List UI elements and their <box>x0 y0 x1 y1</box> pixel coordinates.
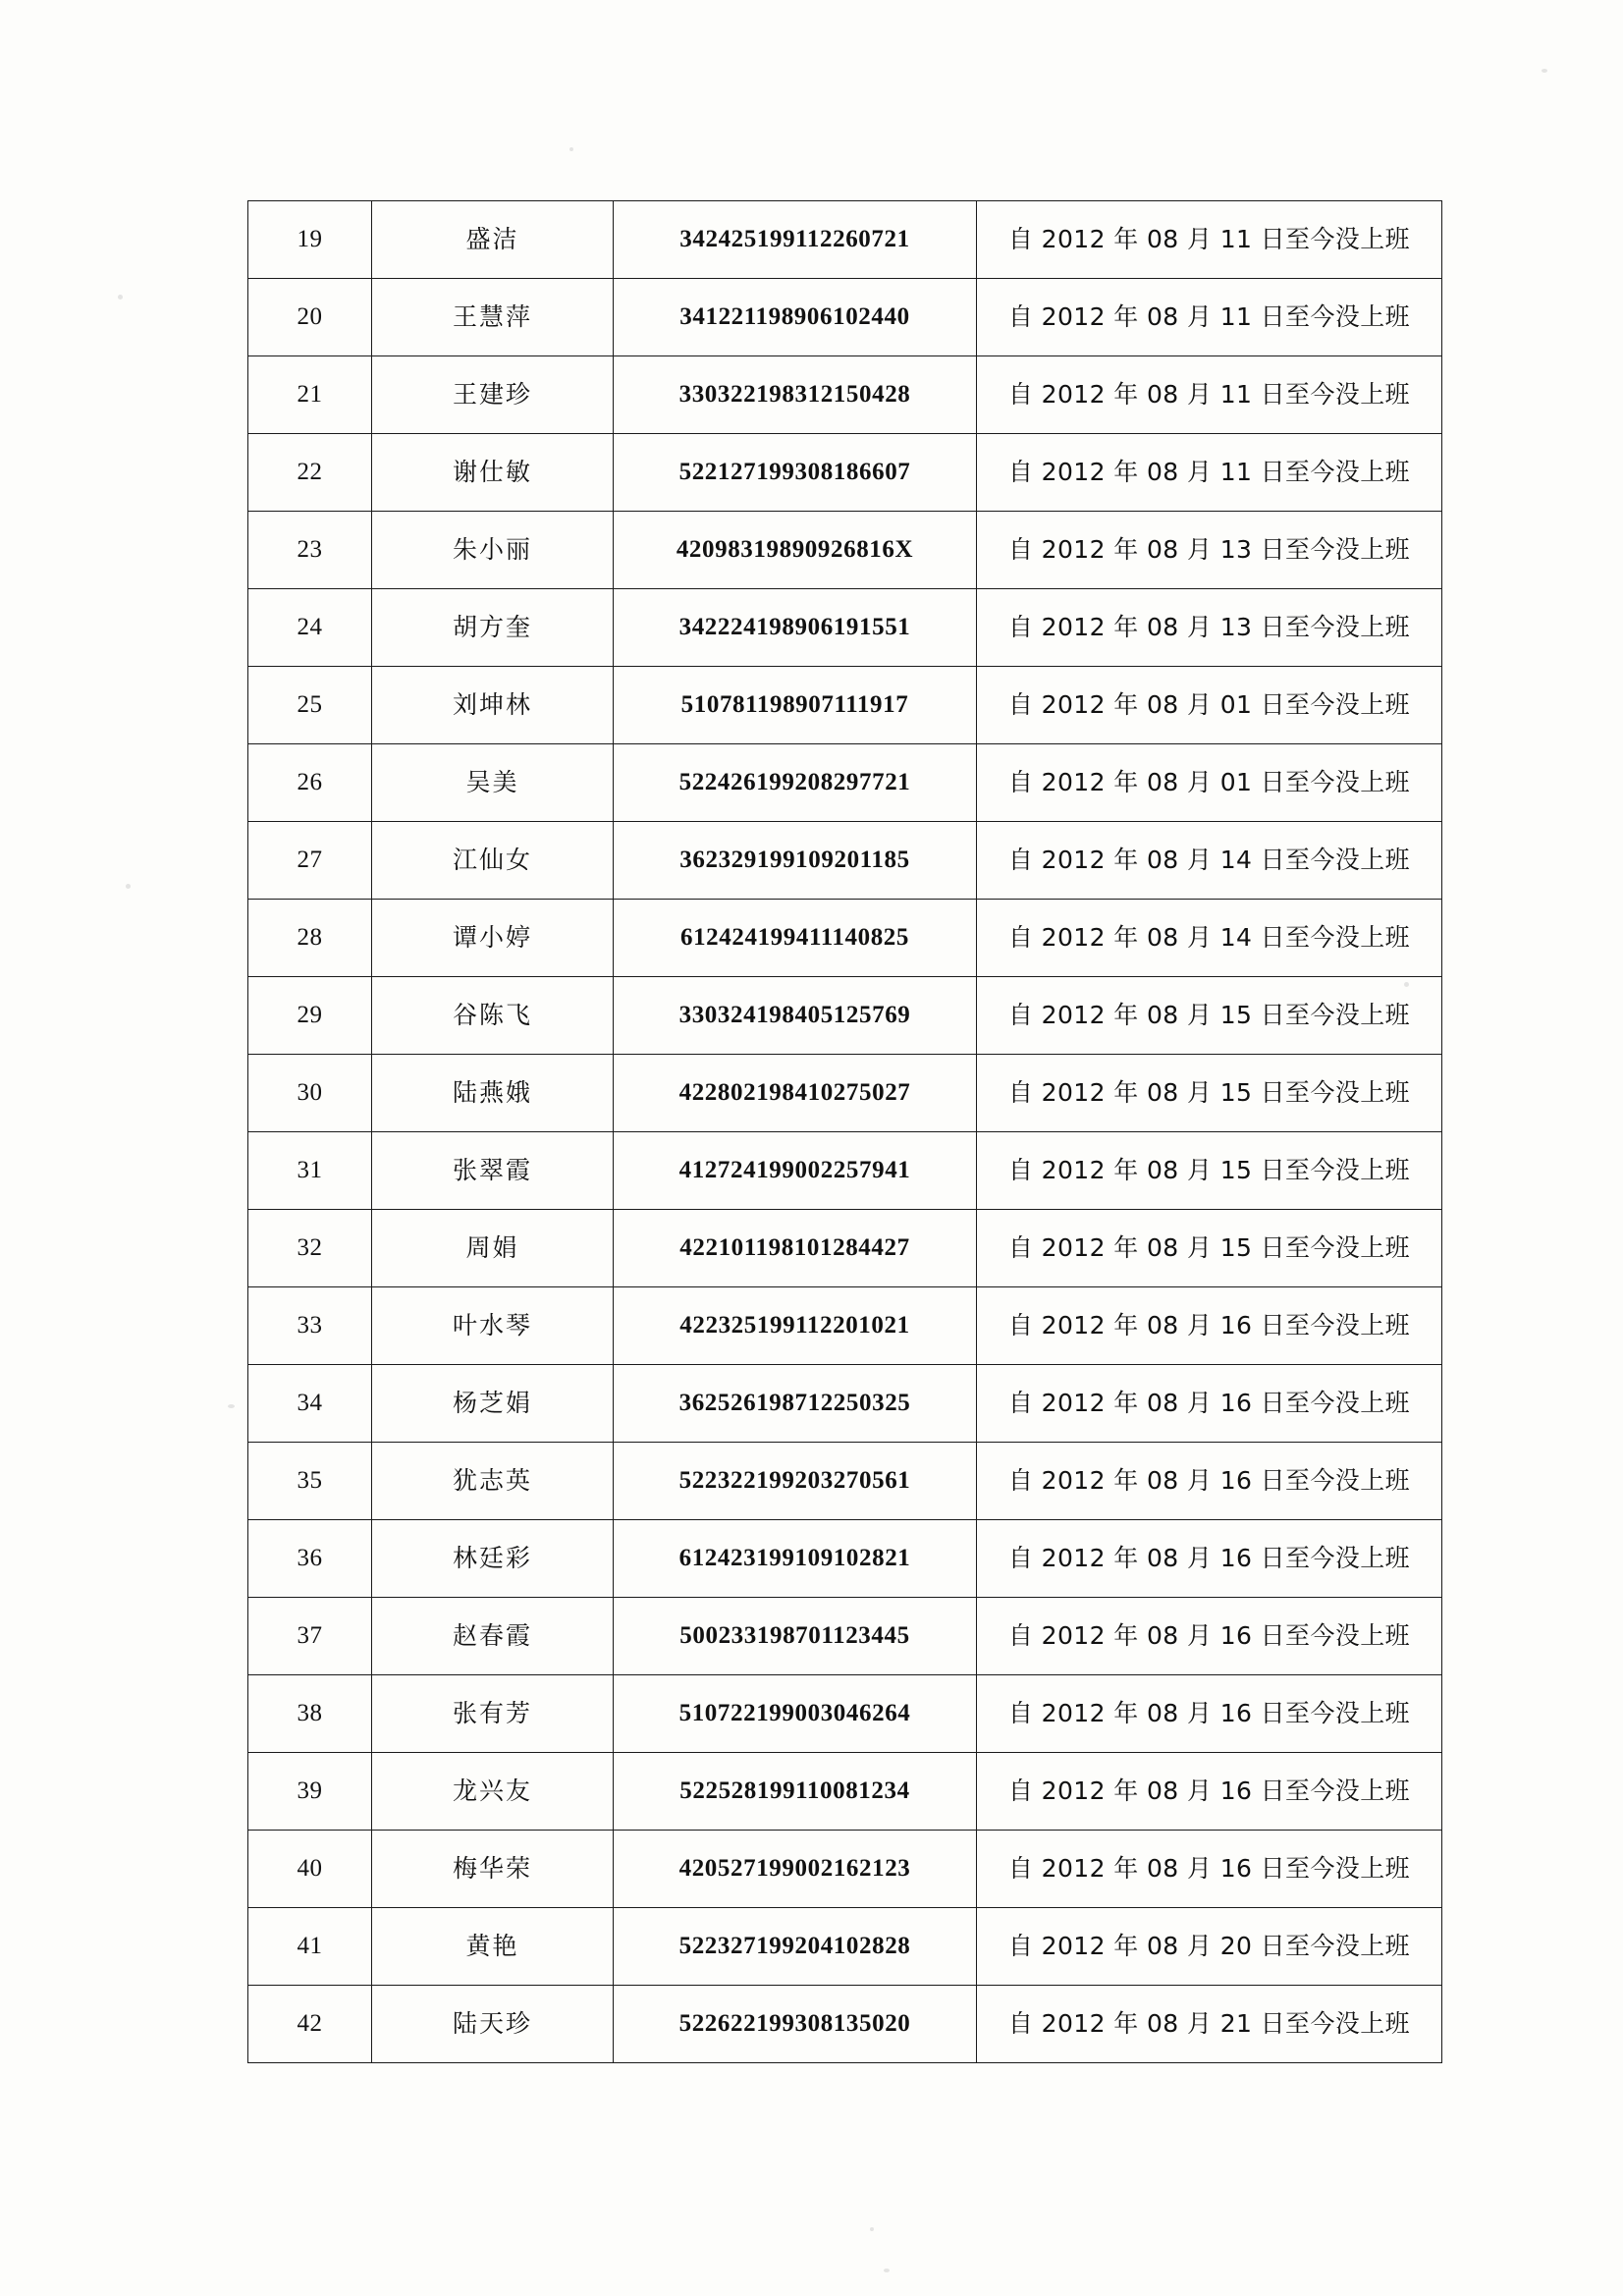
row-name: 王慧萍 <box>372 279 614 356</box>
row-id-number: 42098319890926816X <box>614 512 977 589</box>
row-index: 35 <box>248 1443 372 1520</box>
row-id-number: 422101198101284427 <box>614 1210 977 1287</box>
table-row <box>248 1210 1442 1287</box>
row-index: 38 <box>248 1675 372 1753</box>
table-row <box>248 667 1442 744</box>
row-name: 谢仕敏 <box>372 434 614 512</box>
row-note: 自 2012 年 08 月 11 日至今没上班 <box>977 279 1442 356</box>
roster-table <box>247 200 1442 2063</box>
row-id-number: 522528199110081234 <box>614 1753 977 1831</box>
row-id-number: 612423199109102821 <box>614 1520 977 1598</box>
row-name: 黄艳 <box>372 1908 614 1986</box>
row-index: 30 <box>248 1055 372 1132</box>
row-name: 林廷彩 <box>372 1520 614 1598</box>
row-note: 自 2012 年 08 月 13 日至今没上班 <box>977 512 1442 589</box>
table-row <box>248 822 1442 900</box>
table-row <box>248 1986 1442 2063</box>
row-index: 34 <box>248 1365 372 1443</box>
row-id-number: 522622199308135020 <box>614 1986 977 2063</box>
table-row <box>248 1365 1442 1443</box>
row-id-number: 422802198410275027 <box>614 1055 977 1132</box>
row-index: 19 <box>248 201 372 279</box>
table-row <box>248 1908 1442 1986</box>
row-id-number: 422325199112201021 <box>614 1287 977 1365</box>
row-id-number: 510722199003046264 <box>614 1675 977 1753</box>
row-index: 25 <box>248 667 372 744</box>
row-id-number: 510781198907111917 <box>614 667 977 744</box>
row-note: 自 2012 年 08 月 16 日至今没上班 <box>977 1443 1442 1520</box>
row-id-number: 612424199411140825 <box>614 900 977 977</box>
table-row <box>248 1132 1442 1210</box>
row-name: 胡方奎 <box>372 589 614 667</box>
table-row <box>248 744 1442 822</box>
row-index: 26 <box>248 744 372 822</box>
row-index: 42 <box>248 1986 372 2063</box>
row-name: 盛洁 <box>372 201 614 279</box>
row-name: 谷陈飞 <box>372 977 614 1055</box>
row-id-number: 362526198712250325 <box>614 1365 977 1443</box>
scan-speck <box>569 147 573 151</box>
row-index: 24 <box>248 589 372 667</box>
row-name: 梅华荣 <box>372 1831 614 1908</box>
table-row <box>248 1675 1442 1753</box>
row-id-number: 420527199002162123 <box>614 1831 977 1908</box>
row-id-number: 330324198405125769 <box>614 977 977 1055</box>
row-index: 40 <box>248 1831 372 1908</box>
row-index: 36 <box>248 1520 372 1598</box>
row-note: 自 2012 年 08 月 14 日至今没上班 <box>977 822 1442 900</box>
scan-speck <box>126 884 131 889</box>
row-note: 自 2012 年 08 月 15 日至今没上班 <box>977 1055 1442 1132</box>
row-id-number: 341221198906102440 <box>614 279 977 356</box>
table-row <box>248 201 1442 279</box>
scan-speck <box>870 2227 874 2231</box>
row-id-number: 522322199203270561 <box>614 1443 977 1520</box>
row-note: 自 2012 年 08 月 11 日至今没上班 <box>977 356 1442 434</box>
row-note: 自 2012 年 08 月 16 日至今没上班 <box>977 1365 1442 1443</box>
row-index: 32 <box>248 1210 372 1287</box>
row-name: 刘坤林 <box>372 667 614 744</box>
row-name: 王建珍 <box>372 356 614 434</box>
table-row <box>248 1287 1442 1365</box>
table-row <box>248 977 1442 1055</box>
row-id-number: 330322198312150428 <box>614 356 977 434</box>
table-row <box>248 589 1442 667</box>
row-index: 33 <box>248 1287 372 1365</box>
table-row <box>248 1598 1442 1675</box>
row-index: 27 <box>248 822 372 900</box>
row-note: 自 2012 年 08 月 16 日至今没上班 <box>977 1520 1442 1598</box>
table-row <box>248 1753 1442 1831</box>
row-id-number: 522327199204102828 <box>614 1908 977 1986</box>
row-note: 自 2012 年 08 月 16 日至今没上班 <box>977 1675 1442 1753</box>
row-note: 自 2012 年 08 月 01 日至今没上班 <box>977 667 1442 744</box>
row-note: 自 2012 年 08 月 15 日至今没上班 <box>977 1210 1442 1287</box>
row-id-number: 362329199109201185 <box>614 822 977 900</box>
row-note: 自 2012 年 08 月 21 日至今没上班 <box>977 1986 1442 2063</box>
row-name: 朱小丽 <box>372 512 614 589</box>
row-index: 29 <box>248 977 372 1055</box>
row-name: 犹志英 <box>372 1443 614 1520</box>
row-index: 28 <box>248 900 372 977</box>
row-index: 20 <box>248 279 372 356</box>
row-note: 自 2012 年 08 月 16 日至今没上班 <box>977 1831 1442 1908</box>
row-name: 张有芳 <box>372 1675 614 1753</box>
table-row <box>248 1055 1442 1132</box>
table-row <box>248 434 1442 512</box>
row-id-number: 522127199308186607 <box>614 434 977 512</box>
row-name: 陆天珍 <box>372 1986 614 2063</box>
row-index: 37 <box>248 1598 372 1675</box>
row-note: 自 2012 年 08 月 15 日至今没上班 <box>977 977 1442 1055</box>
row-index: 21 <box>248 356 372 434</box>
table-row <box>248 1831 1442 1908</box>
row-id-number: 342425199112260721 <box>614 201 977 279</box>
scan-speck <box>228 1404 235 1408</box>
table-row <box>248 356 1442 434</box>
table-row <box>248 1443 1442 1520</box>
row-name: 叶水琴 <box>372 1287 614 1365</box>
row-note: 自 2012 年 08 月 13 日至今没上班 <box>977 589 1442 667</box>
table-row <box>248 512 1442 589</box>
table-row <box>248 1520 1442 1598</box>
row-name: 杨芝娟 <box>372 1365 614 1443</box>
roster-table-body <box>248 201 1442 2063</box>
row-name: 赵春霞 <box>372 1598 614 1675</box>
row-note: 自 2012 年 08 月 16 日至今没上班 <box>977 1598 1442 1675</box>
row-index: 41 <box>248 1908 372 1986</box>
scan-speck <box>118 295 123 300</box>
row-name: 江仙女 <box>372 822 614 900</box>
row-note: 自 2012 年 08 月 15 日至今没上班 <box>977 1132 1442 1210</box>
row-id-number: 500233198701123445 <box>614 1598 977 1675</box>
scan-speck <box>884 2269 890 2272</box>
row-note: 自 2012 年 08 月 11 日至今没上班 <box>977 434 1442 512</box>
row-note: 自 2012 年 08 月 11 日至今没上班 <box>977 201 1442 279</box>
row-note: 自 2012 年 08 月 14 日至今没上班 <box>977 900 1442 977</box>
row-index: 39 <box>248 1753 372 1831</box>
row-name: 谭小婷 <box>372 900 614 977</box>
row-note: 自 2012 年 08 月 20 日至今没上班 <box>977 1908 1442 1986</box>
scan-speck <box>1542 69 1547 73</box>
row-name: 周娟 <box>372 1210 614 1287</box>
roster-table-container <box>247 200 1441 2063</box>
table-row <box>248 279 1442 356</box>
row-id-number: 412724199002257941 <box>614 1132 977 1210</box>
row-index: 23 <box>248 512 372 589</box>
row-id-number: 342224198906191551 <box>614 589 977 667</box>
row-note: 自 2012 年 08 月 16 日至今没上班 <box>977 1287 1442 1365</box>
row-note: 自 2012 年 08 月 16 日至今没上班 <box>977 1753 1442 1831</box>
row-index: 31 <box>248 1132 372 1210</box>
row-id-number: 522426199208297721 <box>614 744 977 822</box>
row-name: 张翠霞 <box>372 1132 614 1210</box>
table-row <box>248 900 1442 977</box>
row-index: 22 <box>248 434 372 512</box>
row-note: 自 2012 年 08 月 01 日至今没上班 <box>977 744 1442 822</box>
row-name: 龙兴友 <box>372 1753 614 1831</box>
row-name: 吴美 <box>372 744 614 822</box>
row-name: 陆燕娥 <box>372 1055 614 1132</box>
